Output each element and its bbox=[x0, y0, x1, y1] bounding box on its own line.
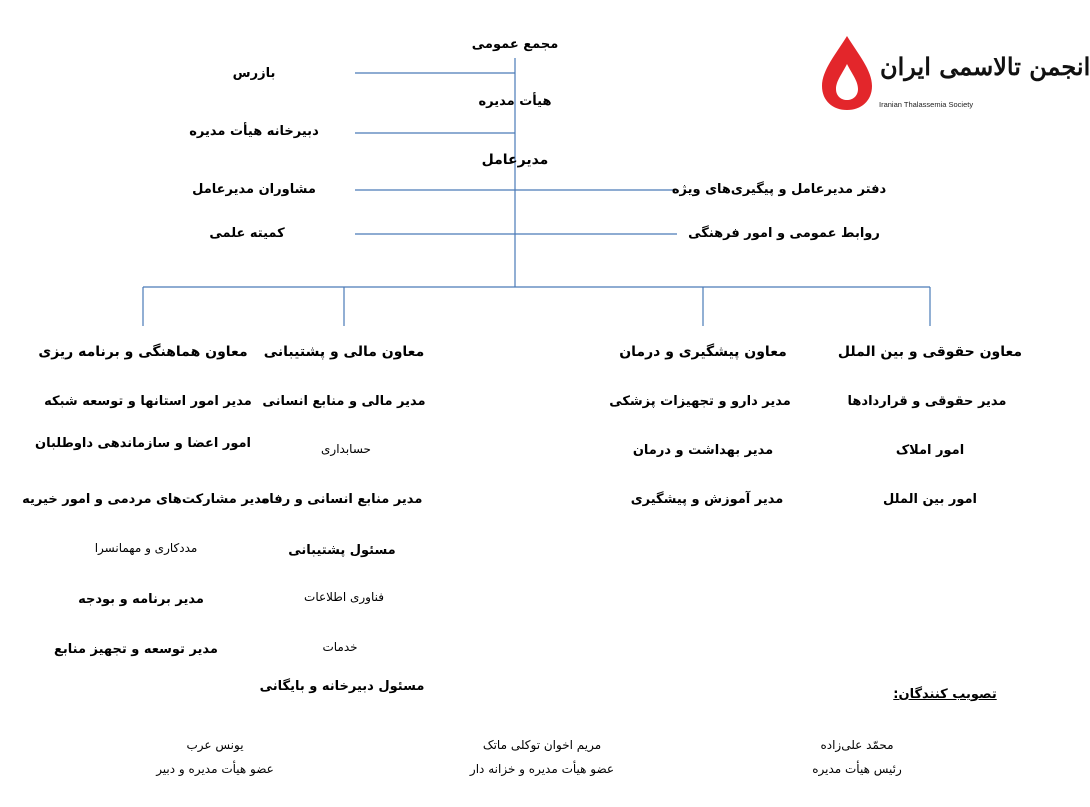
legal-item: امور املاک bbox=[895, 443, 965, 458]
coordination-item: مدیر مشارکت‌های مردمی و امور خیریه bbox=[22, 492, 270, 507]
coordination-item: مدیر توسعه و تجهیز منابع bbox=[54, 642, 218, 657]
finance-item: مسئول پشتیبانی bbox=[288, 543, 396, 558]
signer-role: عضو هیأت مدیره و خزانه دار bbox=[469, 762, 615, 776]
legal-deputy-title: معاون حقوقی و بین الملل bbox=[837, 344, 1023, 360]
board-secretariat: دبیرخانه هیأت مدیره bbox=[189, 124, 319, 139]
prevention-item: مدیر آموزش و پیشگیری bbox=[630, 492, 784, 507]
coordination-item: مدیر امور استانها و توسعه شبکه bbox=[44, 394, 252, 409]
finance-item: مدیر مالی و منابع انسانی bbox=[262, 394, 426, 409]
finance-item: مدیر منابع انسانی و رفاه bbox=[261, 492, 423, 507]
prevention-deputy-title: معاون پیشگیری و درمان bbox=[619, 344, 787, 360]
signer-role: رئیس هیأت مدیره bbox=[812, 762, 902, 776]
general-assembly: مجمع عمومی bbox=[471, 37, 559, 52]
finance-item: حسابداری bbox=[321, 442, 371, 456]
signer-name: محمّد علی‌زاده bbox=[820, 738, 894, 752]
coordination-item: امور اعضا و سازماندهی داوطلبان bbox=[34, 436, 252, 451]
public-relations: روابط عمومی و امور فرهنگی bbox=[688, 226, 880, 241]
ceo-office: دفتر مدیرعامل و پیگیری‌های ویژه bbox=[671, 182, 887, 197]
science-committee: کمیته علمی bbox=[209, 226, 285, 241]
board-of-directors: هیأت مدیره bbox=[478, 94, 552, 109]
prevention-item: مدیر دارو و تجهیزات پزشکی bbox=[609, 394, 791, 409]
signer-name: مریم اخوان توکلی ماتک bbox=[482, 738, 602, 752]
approvers-heading: تصویب کنندگان: bbox=[893, 687, 997, 702]
ceo: مدیرعامل bbox=[481, 152, 549, 168]
legal-item: مدیر حقوقی و قراردادها bbox=[847, 394, 1007, 409]
ceo-advisors: مشاوران مدیرعامل bbox=[192, 182, 316, 197]
prevention-item: مدیر بهداشت و درمان bbox=[632, 443, 774, 458]
finance-item: فناوری اطلاعات bbox=[304, 590, 384, 604]
logo-english-text: Iranian Thalassemia Society bbox=[879, 100, 974, 109]
coordination-item: مدیر برنامه و بودجه bbox=[78, 592, 204, 607]
inspector: بازرس bbox=[232, 66, 276, 81]
signer-name: یونس عرب bbox=[186, 738, 244, 752]
finance-deputy-title: معاون مالی و پشتیبانی bbox=[263, 344, 425, 360]
blood-drop-icon bbox=[818, 34, 876, 114]
thalassemia-society-logo bbox=[818, 34, 1090, 116]
finance-item: خدمات bbox=[322, 640, 358, 654]
signer-role: عضو هیأت مدیره و دبیر bbox=[156, 762, 274, 776]
coordination-deputy-title: معاون هماهنگی و برنامه ریزی bbox=[38, 344, 248, 360]
coordination-item: مددکاری و مهمانسرا bbox=[94, 541, 198, 555]
legal-item: امور بین الملل bbox=[882, 492, 978, 507]
finance-item: مسئول دبیرخانه و بایگانی bbox=[259, 679, 425, 694]
logo-persian-text: انجمن تالاسمی ایران bbox=[880, 52, 1090, 81]
